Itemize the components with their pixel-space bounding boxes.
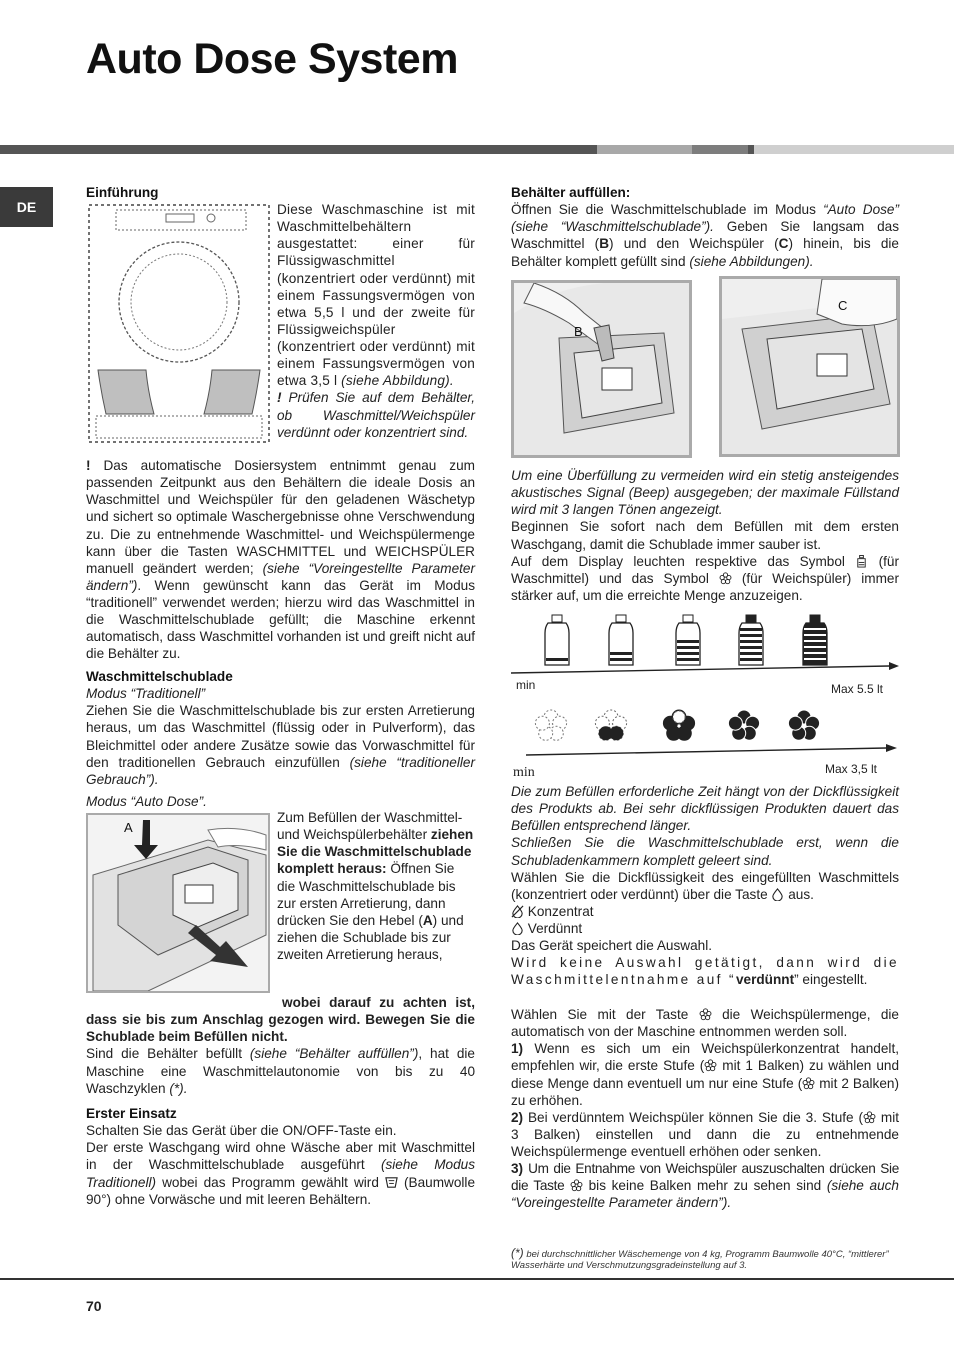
intro-section bbox=[86, 184, 475, 201]
program-cotton-icon bbox=[385, 1176, 398, 1189]
drawer-text-2a: Zum Befüllen der Waschmittel- und Weichspülerbehälter bbox=[277, 810, 463, 843]
drawer-text-2e: wobei darauf zu achten ist, dass sie bis zum Anschlag gezogen wird. Bewegen Sie die Schublade beim Befüllen nicht. bbox=[86, 995, 475, 1045]
language-tab: DE bbox=[0, 187, 53, 227]
drawer-text-3b: , hat die Maschine eine Waschmittelautonomie von bis zu 40 Waschzyklen bbox=[86, 1046, 475, 1096]
first-use-text-2c: (Baumwolle 90°) ohne Vorwäsche und mit leeren Behältern. bbox=[86, 1174, 475, 1207]
drawer-text-2b: ziehen Sie die Waschmittelschublade komplett heraus: bbox=[277, 827, 474, 877]
first-use-text-2b: wobei das Programm gewählt wird bbox=[162, 1174, 379, 1190]
footer-rule bbox=[0, 1278, 954, 1280]
header-bar-mid2 bbox=[692, 145, 748, 154]
footnote-text: bei durchschnittlicher Wäschemenge von 4 kg, Programm Baumwolle 40°C, “mittlerer” Wasserhärte und Verschmutzungsgradeinstellung auf 3. bbox=[511, 1249, 889, 1272]
bottle-level-1 bbox=[545, 615, 569, 665]
item-1-c: mit 2 Balken) zu erhöhen. bbox=[511, 1075, 899, 1108]
header-bar-dark bbox=[0, 145, 597, 154]
dosing-text: Das automatische Dosiersystem entnimmt genau zum passenden Zeitpunkt aus den Behältern die ideale Dosis an Waschmittel und Weichspüler für den geladenen Wäschetyp und sichert so optimale Waschergebnisse ohne Verschwendung zu. Die zu entnehmende Waschmittel- und Weichspülermenge kann über die Tasten WASCHMITTEL und WEICHSPÜLER manuell geändert werden; bbox=[86, 458, 475, 576]
footnote-mark: (*) bbox=[511, 1246, 524, 1260]
intro-heading: Einführung bbox=[86, 185, 159, 200]
viscosity-text-end: aus. bbox=[788, 886, 814, 902]
viscosity-text: Wählen Sie die Dickflüssigkeit des eingefüllten Waschmittels (konzentriert oder verdünnt) über die Taste bbox=[511, 869, 899, 902]
illus-label-c: C bbox=[838, 298, 848, 313]
display-text-2: (für Waschmittel) und das Symbol bbox=[511, 553, 899, 586]
item-1-number: 1) bbox=[511, 1041, 524, 1057]
drawer-text-2d: ) und ziehen die Schublade bis zur zweiten Arretierung heraus, bbox=[277, 912, 464, 962]
scale2-min: min bbox=[513, 765, 535, 780]
scale1-max: Max 5.5 lt bbox=[831, 682, 884, 696]
dosing-ref: (siehe “Voreingestellte Parameter ändern”) bbox=[86, 560, 475, 593]
overfill-text: Um eine Überfüllung zu vermeiden wird ein stetig ansteigendes akustisches Signal (Beep) ausgegeben; der maximale Füllstand wird mit 3 langen Tönen angezeigt. bbox=[511, 468, 899, 518]
softener-flower-icon bbox=[570, 1179, 583, 1192]
intro-warning: Prüfen Sie auf dem Behälter, ob Waschmittel/Weichspüler verdünnt oder konzentriert sind. bbox=[277, 390, 475, 440]
softener-text-2: die Weichspülermenge, die automatisch von der Maschine entnommen werden soll. bbox=[511, 1007, 899, 1040]
drop-crossed-icon bbox=[511, 905, 524, 918]
illus-label-b: B bbox=[574, 324, 583, 339]
bottle-level-2 bbox=[609, 615, 633, 665]
item-2-number: 2) bbox=[511, 1109, 524, 1125]
fill-label-c: C bbox=[778, 236, 789, 252]
first-use-section bbox=[86, 1105, 475, 1208]
fill-text-1d: ) hinein, bis die Behälter komplett gefüllt sind bbox=[511, 236, 899, 269]
header-bar-mid bbox=[597, 145, 692, 154]
drawer-label-a-inline: A bbox=[422, 912, 433, 928]
fill-section bbox=[511, 184, 899, 270]
no-selection-text: Wird keine Auswahl getätigt, dann wird die Waschmittelentnahme auf “ bbox=[511, 955, 899, 988]
display-text-1: Auf dem Display leuchten respektive das Symbol bbox=[511, 553, 845, 569]
intro-ref: (siehe Abbildung). bbox=[341, 373, 454, 389]
drawer-ref-3b: (*). bbox=[169, 1080, 188, 1096]
display-text-3: (für Weichspüler) immer stärker auf, um die erreichte Menge anzuzeigen. bbox=[511, 570, 899, 603]
item-3-a: Um die Entnahme von Weichspüler auszuschalten drücken Sie die Taste bbox=[511, 1161, 899, 1194]
drawer-text-2c: Öffnen Sie die Waschmittelschublade bis zur ersten Arretierung, dann drücken Sie den Hebel ( bbox=[277, 861, 456, 928]
softener-flower-icon bbox=[863, 1111, 876, 1124]
fill-text-1: Öffnen Sie die Waschmittelschublade im Modus bbox=[511, 202, 816, 218]
bottle-level-3 bbox=[676, 615, 700, 665]
softener-flower-icon bbox=[704, 1059, 717, 1072]
scale1-min: min bbox=[516, 678, 536, 692]
dosing-text-2: . Wenn gewünscht kann das Gerät im Modus “traditionell” verwendet werden; hierzu wird das Waschmittel in die Waschmittelschublade gefüllt; die Maschine erkennt automatisch, dass Waschmittel vorhanden ist und greift nicht auf die Behälter zu. bbox=[86, 577, 475, 662]
drawer-illustration bbox=[86, 813, 270, 993]
item-1-b: mit 1 Balken) zu wählen und diese Menge dann eventuell um nur eine Stufe ( bbox=[511, 1058, 899, 1091]
drawer-ref-3: (siehe “Behälter auffüllen”) bbox=[249, 1046, 419, 1062]
drawer-section bbox=[86, 668, 475, 810]
drawer-mode-autodose: Modus “Auto Dose”. bbox=[86, 793, 207, 809]
fill-info bbox=[511, 467, 899, 604]
fill-text-1b: Geben Sie langsam das Waschmittel ( bbox=[511, 219, 899, 252]
drawer-label-a: A bbox=[124, 820, 133, 835]
drop-icon bbox=[511, 922, 524, 935]
page-title: Auto Dose System bbox=[86, 35, 458, 83]
drawer-ref-1: (siehe “traditioneller Gebrauch”). bbox=[86, 754, 475, 787]
item-3-b: bis keine Balken mehr zu sehen sind bbox=[588, 1178, 822, 1194]
softener-flower-icon bbox=[802, 1077, 815, 1090]
washer-illustration bbox=[86, 202, 272, 445]
option-diluted: Verdünnt bbox=[527, 921, 583, 936]
first-use-ref: (siehe Modus Traditionell) bbox=[86, 1157, 476, 1190]
fill-ref-1: “Auto Dose” (siehe “Waschmittelschublade”). bbox=[511, 202, 900, 235]
drawer-continuation bbox=[86, 994, 475, 1097]
drawer-text-1: Ziehen Sie die Waschmittelschublade bis zur ersten Arretierung heraus, um das Waschmittel (flüssig oder in Pulverform), das Bleichmittel oder andere Zusätze sowie das Vorwaschmittel für den traditionellen Gebrauch einzufüllen bbox=[86, 703, 475, 770]
first-use-text-2: Der erste Waschgang wird ohne Wäsche aber mit Waschmittel in der Waschmittelschublade ausgeführt bbox=[86, 1140, 475, 1173]
fill-ref-1d: (siehe Abbildungen). bbox=[689, 253, 814, 269]
option-concentrate: Konzentrat bbox=[527, 903, 594, 919]
flower-level-5 bbox=[788, 710, 819, 740]
softener-text: Wählen Sie mit der Taste bbox=[511, 1007, 689, 1022]
flower-level-3 bbox=[663, 710, 694, 740]
no-selection-end: ” eingestellt. bbox=[794, 972, 868, 988]
item-2-b: mit 3 Balken) einstellen und dann die zu entnehmende Weichspülermenge eventuell erhöhen oder senken. bbox=[511, 1109, 900, 1159]
scale2-max: Max 3,5 lt bbox=[825, 762, 878, 776]
detergent-bottle-icon bbox=[855, 555, 868, 568]
first-use-text-1: Schalten Sie das Gerät über die ON/OFF-Taste ein. bbox=[86, 1123, 397, 1139]
drop-icon bbox=[771, 888, 784, 901]
no-selection-bold: verdünnt bbox=[735, 972, 795, 988]
bottle-level-5 bbox=[803, 615, 827, 665]
flower-level-4 bbox=[728, 710, 759, 740]
fill-text-1c: ) und den Weichspüler ( bbox=[609, 236, 779, 252]
drawer-heading: Waschmittelschublade bbox=[86, 669, 233, 684]
drawer-text-3: Sind die Behälter befüllt bbox=[86, 1046, 242, 1062]
fill-softener-illustration bbox=[719, 276, 900, 457]
fill-label-b: B bbox=[599, 236, 610, 252]
page-number: 70 bbox=[86, 1298, 102, 1314]
softener-section bbox=[511, 1006, 899, 1212]
fill-detergent-illustration bbox=[511, 280, 692, 458]
footnote bbox=[511, 1246, 899, 1272]
viscosity-section bbox=[511, 783, 899, 989]
first-use-heading: Erster Einsatz bbox=[86, 1106, 177, 1121]
softener-level-scale bbox=[511, 703, 899, 781]
saves-text: Das Gerät speichert die Auswahl. bbox=[511, 938, 712, 954]
intro-text-block: Diese Waschmaschine ist mit Waschmittelbehältern ausgestattet: einer für Flüssigwaschmittel (konzentriert oder verdünnt) mit einem Fassungsvermögen von etwa 5,5 l und der zweite für Flüssigweichspüler (konzentriert oder verdünnt) mit einem Fassungsvermögen von etwa 3,5 l (siehe Abbildung). ! Prüfen Sie auf dem Behälter, ob Waschmittel/Weichspüler verdünnt oder konzentriert sind. bbox=[277, 202, 475, 440]
fill-heading: Behälter auffüllen: bbox=[511, 185, 631, 200]
flower-level-1 bbox=[535, 710, 566, 740]
item-3-number: 3) bbox=[511, 1161, 524, 1177]
item-2-a: Bei verdünntem Weichspüler können Sie die 3. Stufe ( bbox=[527, 1109, 863, 1125]
close-drawer-text: Schließen Sie die Waschmittelschublade erst, wenn die Schubladenkammern komplett geleert sind. bbox=[511, 835, 899, 868]
softener-flower-icon bbox=[719, 572, 732, 585]
softener-flower-icon bbox=[699, 1008, 712, 1021]
dosing-paragraph: ! Das automatische Dosiersystem entnimmt genau zum passenden Zeitpunkt aus den Behältern die ideale Dosis an Waschmittel und Weichspüler für den geladenen Wäschetyp und sichert so optimale Waschergebnisse ohne Verschwendung zu. Die zu entnehmende Waschmittel- und Weichspülermenge kann über die Tasten WASCHMITTEL und WEICHSPÜLER manuell geändert werden; (siehe “Voreingestellte Parameter ändern”). Wenn gewünscht kann das Gerät im Modus “traditionell” verwendet werden; hierzu wird das Waschmittel in die Waschmittelschublade gefüllt; die Maschine erkennt automatisch, dass Waschmittel vorhanden ist und greift nicht auf die Behälter zu. bbox=[86, 458, 475, 662]
drawer-autodose-text bbox=[277, 809, 475, 963]
bottle-level-4 bbox=[739, 615, 763, 665]
intro-text: Diese Waschmaschine ist mit Waschmittelbehältern ausgestattet: einer für Flüssigwaschmittel (konzentriert oder verdünnt) mit einem Fassungsvermögen von etwa 5,5 l und der zweite für Flüssigweichspüler (konzentriert oder verdünnt) mit einem Fassungsvermögen von etwa 3,5 l bbox=[277, 202, 475, 389]
flower-level-2 bbox=[595, 710, 626, 740]
detergent-level-scale bbox=[511, 610, 899, 700]
header-bar-light bbox=[754, 145, 954, 154]
item-3-ref: (siehe auch “Voreingestellte Parameter ändern”). bbox=[511, 1178, 899, 1211]
fill-time-text: Die zum Befüllen erforderliche Zeit hängt von der Dickflüssigkeit des Produkts ab. Bei sehr dickflüssigen Produkten dauert das Befüllen entsprechend länger. bbox=[511, 784, 899, 834]
start-text: Beginnen Sie sofort nach dem Befüllen mit dem ersten Waschgang, damit die Schublade immer sauber ist. bbox=[511, 519, 899, 552]
item-1-a: Wenn es sich um ein Weichspülerkonzentrat handelt, empfehlen wir, die erste Stufe ( bbox=[511, 1041, 899, 1074]
drawer-mode-traditional: Modus “Traditionell” bbox=[86, 686, 206, 702]
